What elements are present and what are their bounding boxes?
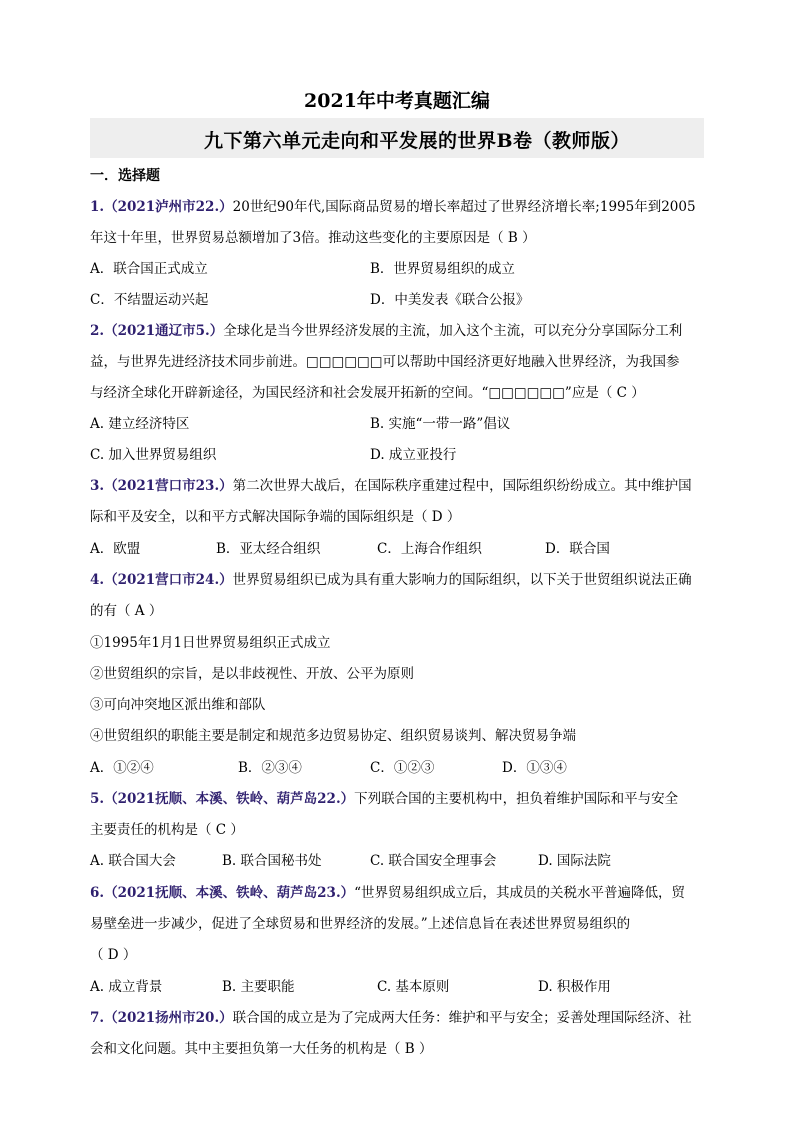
question-4-option-c: C．①②③ xyxy=(370,760,435,776)
question-source: （2021泸州市22.） xyxy=(104,199,233,215)
question-source: （2021抚顺、本溪、铁岭、葫芦岛22.） xyxy=(104,791,355,807)
question-2-line-2: 益，与世界先进经济技术同步前进。□□□□□□可以帮助中国经济更好地融入世界经济，为我国参 xyxy=(90,354,680,370)
question-number: 7. xyxy=(90,1010,105,1026)
question-1-option-d: D．中美发表《联合公报》 xyxy=(370,292,530,308)
question-5-option-d: D. 国际法院 xyxy=(538,853,611,869)
question-6-option-d: D. 积极作用 xyxy=(538,979,611,995)
question-5-option-b: B. 联合国秘书处 xyxy=(222,853,322,869)
section-heading: 一．选择题 xyxy=(90,168,160,184)
question-1-option-b: B．世界贸易组织的成立 xyxy=(370,261,515,277)
question-1-option-c: C．不结盟运动兴起 xyxy=(90,292,209,308)
question-6-option-b: B. 主要职能 xyxy=(222,979,295,995)
question-7-line-2: 会和文化问题。其中主要担负第一大任务的机构是（ B ） xyxy=(90,1041,433,1057)
question-5-line-1 xyxy=(90,789,678,809)
document-title: 2021年中考真题汇编 xyxy=(304,90,490,112)
question-3-line-2: 际和平及安全，以和平方式解决国际争端的国际组织是（ D ） xyxy=(90,509,461,525)
question-5-line-2: 主要责任的机构是（ C ） xyxy=(90,822,244,838)
question-5-option-c: C. 联合国安全理事会 xyxy=(370,853,497,869)
question-1-option-a: A．联合国正式成立 xyxy=(90,261,208,277)
question-text: 联合国的成立是为了完成两大任务：维护和平与安全；妥善处理国际经济、社 xyxy=(232,1010,692,1026)
question-number: 2. xyxy=(90,323,105,339)
question-3-option-b: B．亚太经合组织 xyxy=(216,541,321,557)
question-text: 全球化是当今世界经济发展的主流，加入这个主流，可以充分分享国际分工利 xyxy=(223,323,683,339)
question-text: 第二次世界大战后，在国际秩序重建过程中，国际组织纷纷成立。其中维护国 xyxy=(232,478,692,494)
question-text: 20世纪90年代,国际商品贸易的增长率超过了世界经济增长率;1995年到2005 xyxy=(232,199,696,215)
question-5-option-a: A. 联合国大会 xyxy=(90,853,176,869)
question-3-line-1 xyxy=(90,476,692,496)
question-4-option-d: D．①③④ xyxy=(502,760,567,776)
question-6-option-c: C. 基本原则 xyxy=(377,979,450,995)
question-6-option-a: A. 成立背景 xyxy=(90,979,163,995)
question-source: （2021营口市23.） xyxy=(104,478,233,494)
question-2-option-c: C. 加入世界贸易组织 xyxy=(90,447,217,463)
question-4-statement-2: ②世贸组织的宗旨，是以非歧视性、开放、公平为原则 xyxy=(90,666,414,682)
question-number: 6. xyxy=(90,885,105,901)
question-7-line-1 xyxy=(90,1008,692,1028)
question-4-option-b: B．②③④ xyxy=(238,760,302,776)
question-2-option-a: A. 建立经济特区 xyxy=(90,416,190,432)
question-4-line-2: 的有（ A ） xyxy=(90,603,163,619)
question-number: 1. xyxy=(90,199,105,215)
question-number: 4. xyxy=(90,572,105,588)
question-2-line-1 xyxy=(90,321,682,341)
question-6-line-2: 易壁垒进一步减少，促进了全球贸易和世界经济的发展。”上述信息旨在表述世界贸易组织的 xyxy=(90,916,631,932)
question-2-option-b: B. 实施“一带一路”倡议 xyxy=(370,416,511,432)
question-4-statement-1: ①1995年1月1日世界贸易组织正式成立 xyxy=(90,635,331,651)
question-text: 世界贸易组织已成为具有重大影响力的国际组织，以下关于世贸组织说法正确 xyxy=(232,572,692,588)
question-4-line-1 xyxy=(90,570,692,590)
question-1-line-1 xyxy=(90,197,696,217)
question-text: “世界贸易组织成立后，其成员的关税水平普遍降低，贸 xyxy=(354,885,686,901)
document-subtitle: 九下第六单元走向和平发展的世界B卷（教师版） xyxy=(203,130,631,152)
question-number: 5. xyxy=(90,791,105,807)
question-number: 3. xyxy=(90,478,105,494)
question-source: （2021扬州市20.） xyxy=(104,1010,233,1026)
question-3-option-d: D．联合国 xyxy=(545,541,610,557)
question-3-option-a: A．欧盟 xyxy=(90,541,141,557)
question-6-line-3: （ D ） xyxy=(90,947,137,963)
question-6-line-1 xyxy=(90,883,685,903)
question-2-option-d: D. 成立亚投行 xyxy=(370,447,457,463)
question-1-line-2: 年这十年里，世界贸易总额增加了3倍。推动这些变化的主要原因是（ B ） xyxy=(90,230,536,246)
question-text: 下列联合国的主要机构中，担负着维护国际和平与安全 xyxy=(354,791,679,807)
question-source: （2021抚顺、本溪、铁岭、葫芦岛23.） xyxy=(104,885,355,901)
question-source: （2021营口市24.） xyxy=(104,572,233,588)
question-4-option-a: A．①②④ xyxy=(90,760,154,776)
question-source: （2021通辽市5.） xyxy=(104,323,224,339)
question-4-statement-3: ③可向冲突地区派出维和部队 xyxy=(90,697,266,713)
question-3-option-c: C．上海合作组织 xyxy=(377,541,482,557)
question-2-line-3: 与经济全球化开辟新途径，为国民经济和社会发展开拓新的空间。“□□□□□□”应是（ C ） xyxy=(90,385,645,401)
question-4-statement-4: ④世贸组织的职能主要是制定和规范多边贸易协定、组织贸易谈判、解决贸易争端 xyxy=(90,728,576,744)
